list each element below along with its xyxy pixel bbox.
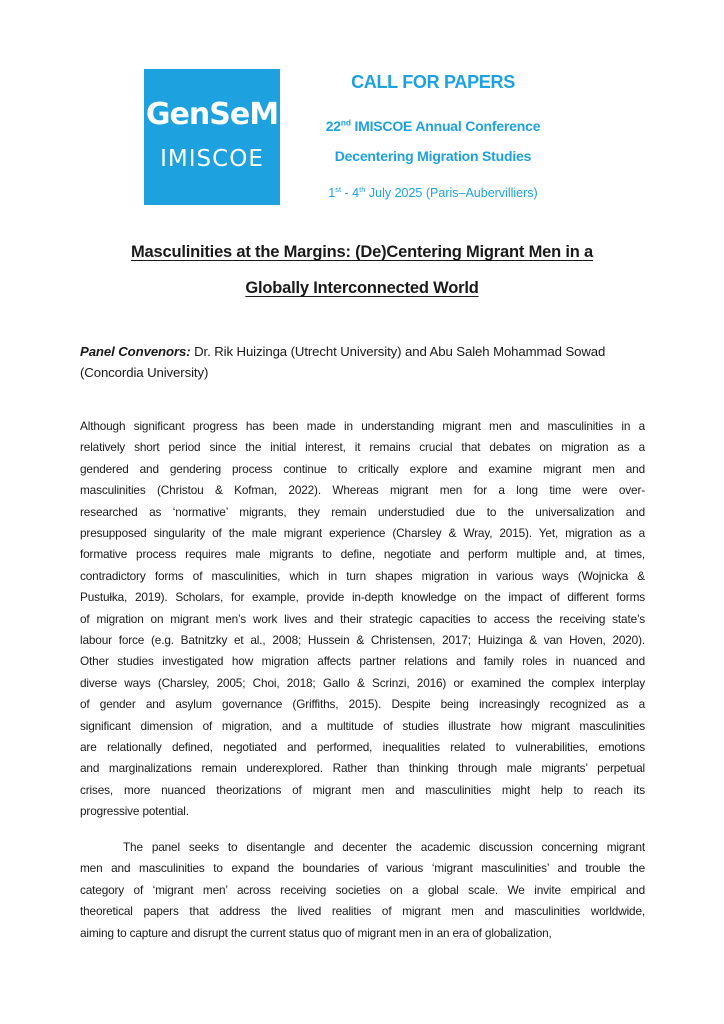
body-text-line: relatively short period since the initial interest, it remains crucial that debates on migration as a <box>80 440 645 455</box>
panel-title-line-2: Globally Interconnected World <box>245 279 479 297</box>
body-text-line: progressive potential. <box>80 804 189 819</box>
body-text-line: presupposed singularity of the male migrant experience (Charsley & Wray, 2015). Yet, migration as a <box>80 526 645 540</box>
logo-gensem-text: GenSeM <box>145 97 279 132</box>
body-text-line: The panel seeks to disentangle and decenter the academic discussion concerning migrant <box>123 840 645 854</box>
body-text-line: aiming to capture and disrupt the current status quo of migrant men in an era of globalization, <box>80 925 552 940</box>
body-text-line: researched as ‘normative’ migrants, they remain understudied due to the universalization and <box>80 504 645 519</box>
panel-title-line-1: Masculinities at the Margins: (De)Centering Migrant Men in a <box>131 243 593 261</box>
gensem-imiscoe-logo <box>144 69 280 205</box>
conference-theme: Decentering Migration Studies <box>334 148 532 164</box>
body-text-line: theoretical papers that address the lived realities of migrant men and masculinities worldwide, <box>80 904 645 919</box>
body-text-line: labour force (e.g. Batnitzky et al., 2008; Hussein & Christensen, 2017; Huizinga & van Hoven, 2020). <box>80 633 645 647</box>
body-text-line: and marginalizations remain underexplored. Rather than thinking through male migrants’ perpetual <box>80 761 645 776</box>
body-text-line: are relationally defined, negotiated and performed, inequalities related to vulnerabilities, emotions <box>80 740 645 754</box>
body-text-line: Although significant progress has been made in understanding migrant men and masculinities in a <box>80 419 645 433</box>
body-text-line: of migration on migrant men’s work lives and their strategic capacities to access the receiving state’s <box>80 611 645 626</box>
convenors-label: Panel Convenors: <box>80 344 191 359</box>
body-text-line: gendered and gendering process continue to critically explore and examine migrant men and <box>80 461 645 476</box>
body-text-line: of gender and asylum governance (Griffiths, 2015). Despite being increasingly recognized as a <box>80 697 645 712</box>
body-text-line: men and masculinities to expand the boundaries of various ‘migrant masculinities’ and trouble the <box>80 861 645 876</box>
body-text-line: Other studies investigated how migration affects partner relations and family roles in nuanced and <box>80 654 645 669</box>
conference-dates: 1st - 4th July 2025 (Paris–Aubervilliers) <box>328 184 538 200</box>
body-text-line: diverse ways (Charsley, 2005; Choi, 2018; Gallo & Scrinzi, 2016) or examined the complex interplay <box>80 675 645 690</box>
convenors-names: Dr. Rik Huizinga (Utrecht University) and Abu Saleh Mohammad Sowad (Concordia University) <box>80 344 606 380</box>
body-text-line: Pustułka, 2019). Scholars, for example, provide in-depth knowledge on the impact of different forms <box>80 590 645 605</box>
body-text-line: crises, more nuanced theorizations of migrant men and masculinities might help to reach its <box>80 782 645 797</box>
logo-imiscoe-text: IMISCOE <box>160 146 264 172</box>
body-text-line: contradictory forms of masculinities, which in turn shapes migration in various ways (Wojnicka & <box>80 568 645 583</box>
body-text-line: significant dimension of migration, and a multitude of studies illustrate how migrant masculinities <box>80 718 645 733</box>
conference-name: 22nd IMISCOE Annual Conference <box>325 117 541 134</box>
body-text-line: formative process requires male migrants to define, negotiate and perform multiple and, at times, <box>80 547 645 562</box>
body-text-line: masculinities (Christou & Kofman, 2022). Whereas migrant men for a long time were over- <box>80 483 645 498</box>
panel-convenors <box>80 341 646 383</box>
body-text-line: category of ‘migrant men’ across receiving societies on a global scale. We invite empirical and <box>80 882 645 897</box>
call-for-papers-heading: CALL FOR PAPERS <box>351 72 515 92</box>
